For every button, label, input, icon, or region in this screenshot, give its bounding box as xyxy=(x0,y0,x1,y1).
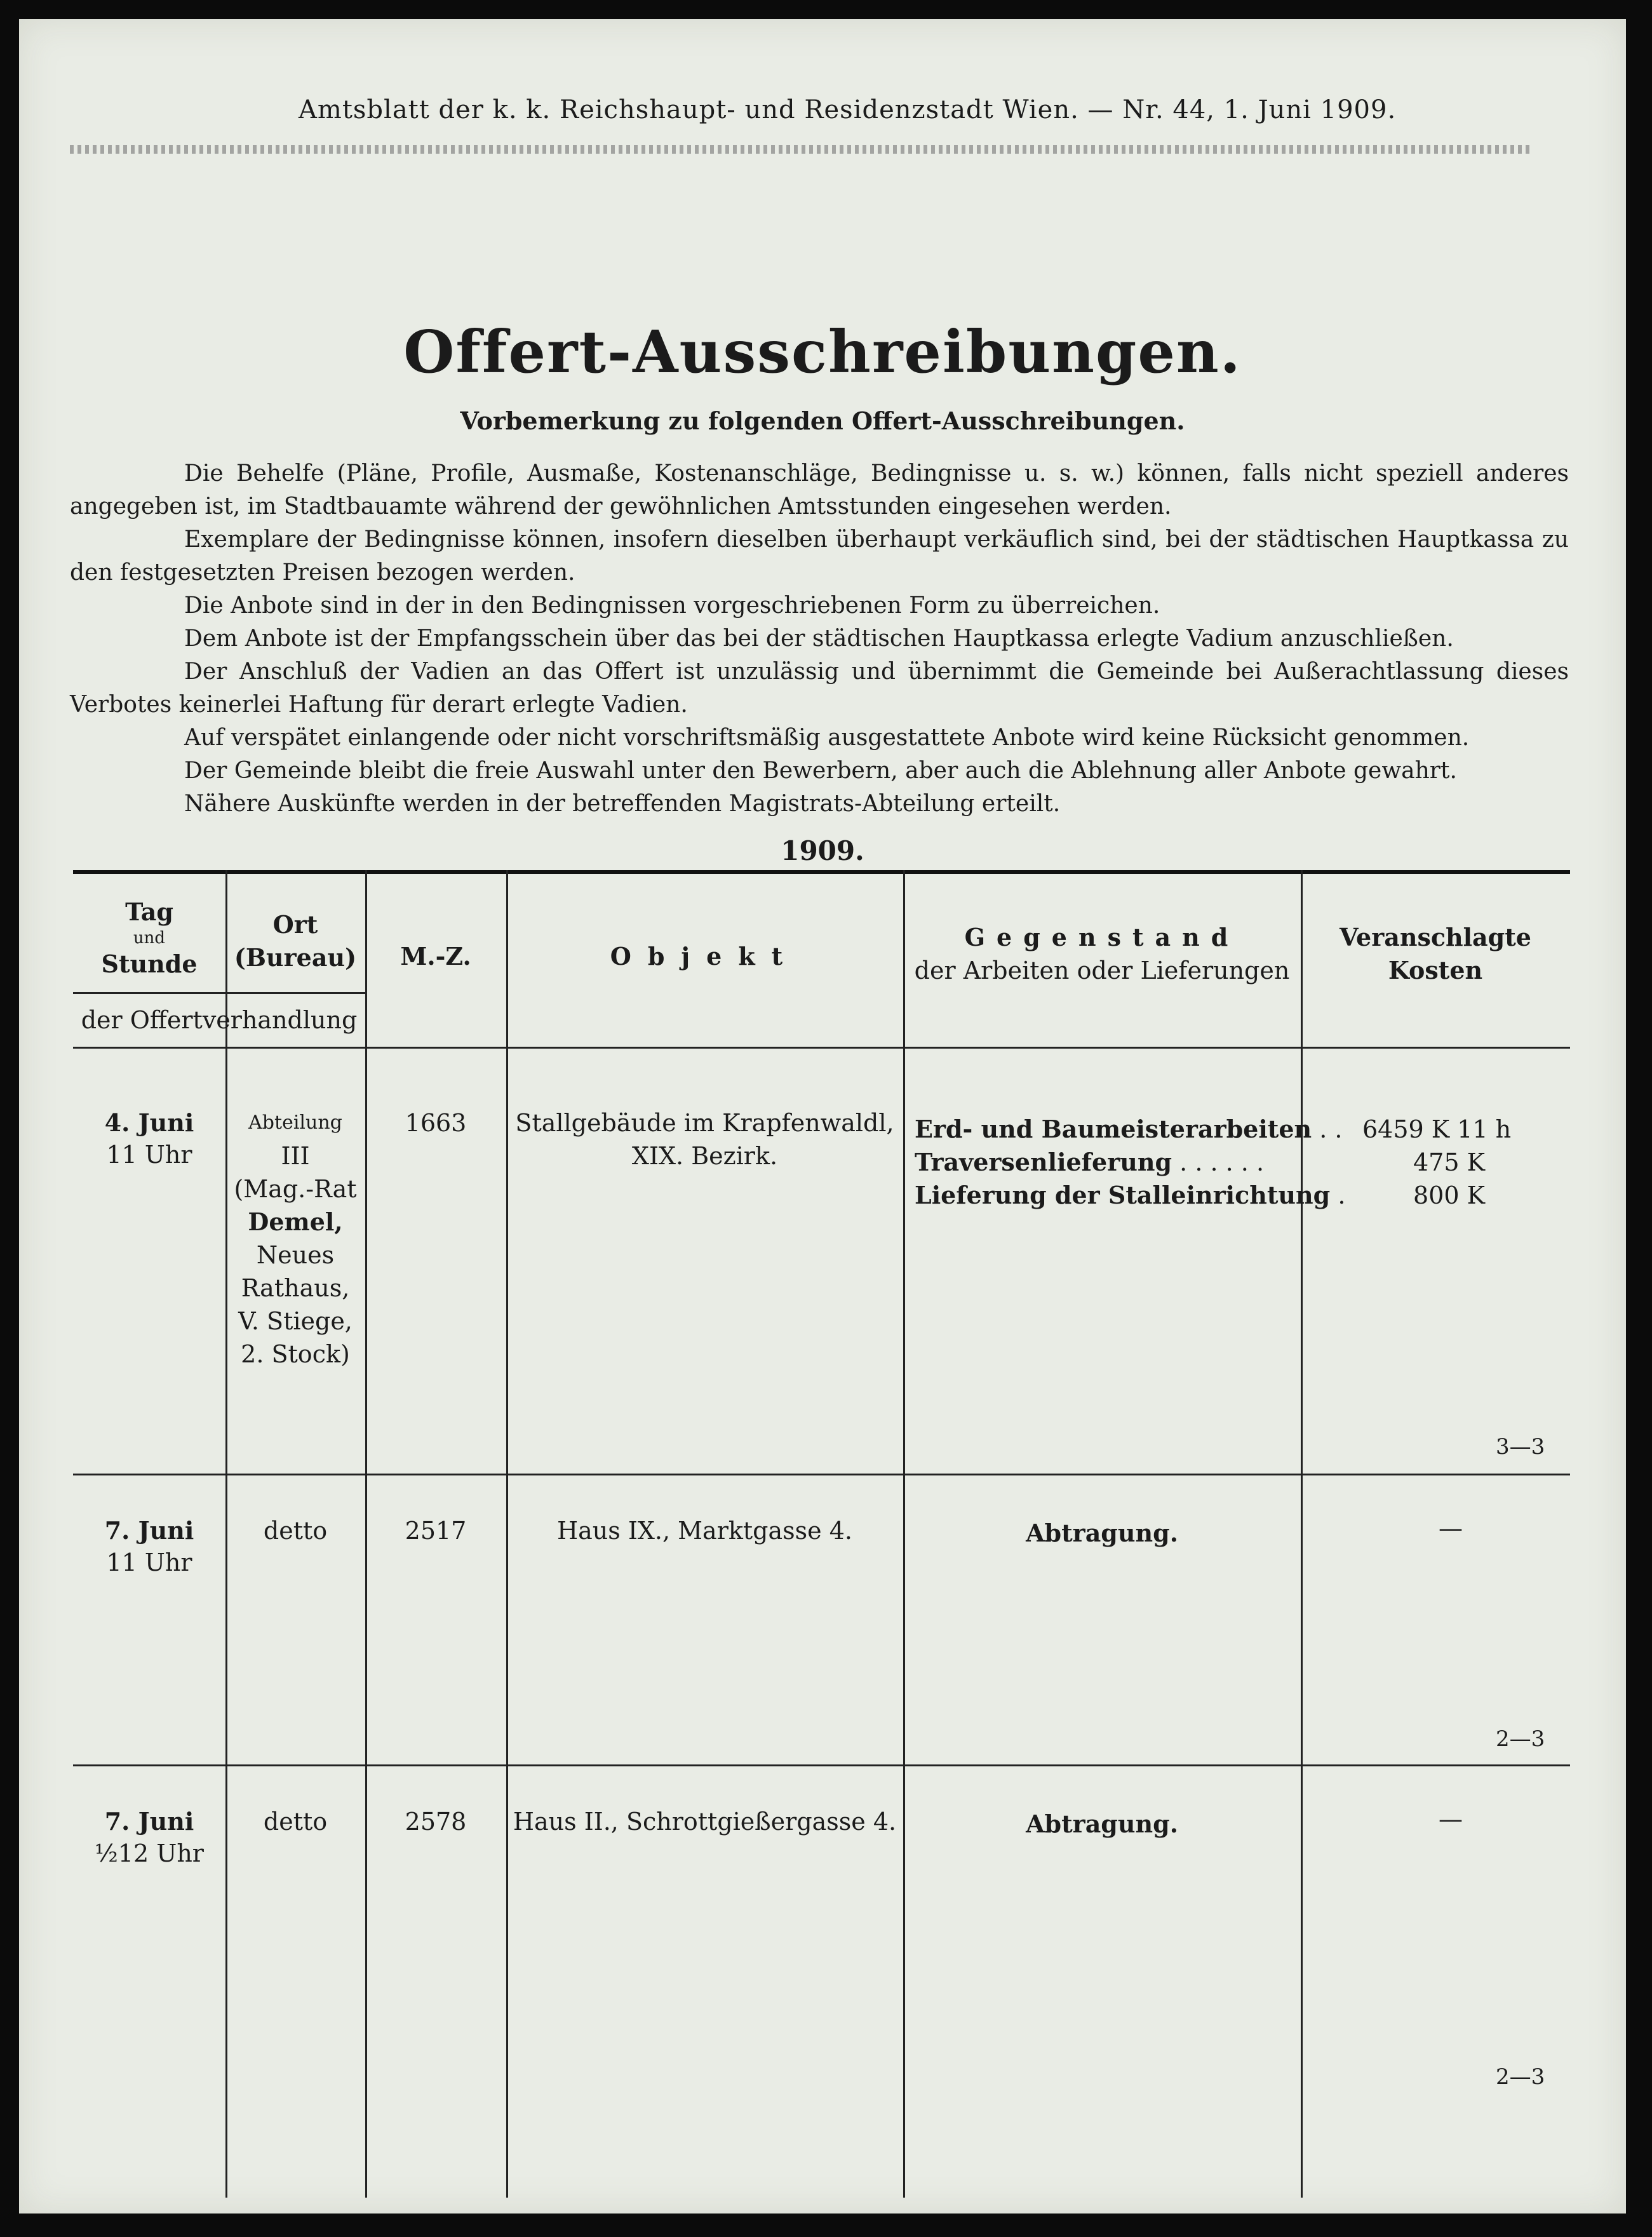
row-divider xyxy=(73,1764,1570,1766)
intro-paragraph: Der Gemeinde bleibt die freie Auswahl unter den Bewerbern, aber auch die Ablehnung aller Anbote gewahrt. xyxy=(184,758,1457,784)
row-2-gegenstand: Abtragung. xyxy=(1026,1519,1178,1547)
header-kosten xyxy=(1301,921,1570,987)
header-mz: M.-Z. xyxy=(400,942,471,971)
header-bureau-label: (Bureau) xyxy=(234,943,357,972)
row-2-time: 11 Uhr xyxy=(106,1548,192,1576)
row-1-gegenstand-item xyxy=(915,1179,1345,1212)
row-1-ort-line: III xyxy=(281,1142,310,1170)
row-3-objekt: Haus II., Schrottgießergasse 4. xyxy=(513,1808,897,1836)
header-kosten-label-2: Kosten xyxy=(1388,956,1483,984)
column-rule xyxy=(1301,870,1303,2198)
intro-paragraph: Der Anschluß der Vadien an das Offert ist unzulässig und übernimmt die Gemeinde bei Außerachtlassung dieses Verbotes keinerlei Haftung für derart erlegte Vadien. xyxy=(70,659,1569,718)
intro-paragraph: Exemplare der Bedingnisse können, insofern dieselben überhaupt verkäuflich sind, bei der städtischen Hauptkassa zu den festgesetzten Preisen bezogen werden. xyxy=(70,527,1569,586)
row-1-gegenstand-item xyxy=(915,1146,1264,1179)
row-3-mz: 2578 xyxy=(405,1808,467,1836)
header-tag-label: Tag xyxy=(125,897,173,926)
row-1-gegenstand-dots: . . . . . . xyxy=(1179,1148,1265,1176)
row-2-ort: detto xyxy=(263,1517,328,1545)
intro-text xyxy=(70,457,1569,821)
row-3-kosten: — xyxy=(1439,1805,1463,1833)
row-1-gegenstand-dots: . xyxy=(1338,1181,1346,1209)
row-3-date: 7. Juni xyxy=(104,1807,194,1836)
row-1-objekt-line: XIX. Bezirk. xyxy=(631,1142,778,1170)
intro-paragraph: Auf verspätet einlangende oder nicht vorschriftsmäßig ausgestattete Anbote wird keine Rücksicht genommen. xyxy=(184,725,1470,751)
row-1-mz: 1663 xyxy=(405,1109,467,1137)
offer-table xyxy=(73,870,1570,2198)
intro-paragraph: Die Behelfe (Pläne, Profile, Ausmaße, Kostenanschläge, Bedingnisse u. s. w.) können, falls nicht speziell anderes angegeben ist, im Stadtbauamte während der gewöhnlichen Amtsstunden eingesehen werden. xyxy=(70,460,1569,520)
subtitle: Vorbemerkung zu folgenden Offert-Ausschreibungen. xyxy=(460,406,1185,435)
intro-paragraph: Dem Anbote ist der Empfangsschein über das bei der städtischen Hauptkassa erlegte Vadium anzuschließen. xyxy=(184,626,1454,652)
row-1-objekt-line: Stallgebäude im Krapfenwaldl, xyxy=(515,1109,894,1137)
row-1-kosten: 6459 K 11 h xyxy=(1362,1115,1512,1143)
header-gegenstand-sub: der Arbeiten oder Lieferungen xyxy=(914,957,1290,984)
header-bottom-rule xyxy=(73,1047,1570,1049)
header-objekt: Objekt xyxy=(610,942,800,971)
row-1-ort-abteilung: Abteilung xyxy=(248,1112,342,1134)
header-rule xyxy=(70,145,1531,154)
row-1-ort-line: (Mag.-Rat xyxy=(234,1175,357,1203)
row-3-insertion-mark: 2—3 xyxy=(1496,2064,1545,2090)
row-1-kosten: 475 K xyxy=(1413,1148,1485,1176)
row-1-insertion-mark: 3—3 xyxy=(1496,1434,1545,1460)
row-3-time: ½12 Uhr xyxy=(95,1839,204,1867)
header-ort xyxy=(225,908,365,974)
row-1-ort-line: Demel, xyxy=(248,1207,343,1236)
row-1-date: 4. Juni xyxy=(104,1108,194,1137)
row-1-gegenstand-text: Erd- und Baumeisterarbeiten xyxy=(915,1115,1312,1143)
row-1-ort-line: 2. Stock) xyxy=(241,1340,350,1368)
row-2-mz: 2517 xyxy=(405,1517,467,1545)
page-title: Offert-Ausschreibungen. xyxy=(403,318,1242,386)
intro-paragraph: Die Anbote sind in der in den Bedingnissen vorgeschriebenen Form zu überreichen. xyxy=(184,593,1160,619)
row-1-time: 11 Uhr xyxy=(106,1141,192,1169)
row-2-date: 7. Juni xyxy=(104,1516,194,1545)
header-gegenstand xyxy=(903,921,1301,987)
row-1-gegenstand-text: Lieferung der Stalleinrichtung xyxy=(915,1181,1331,1209)
row-1-objekt xyxy=(506,1106,903,1172)
row-1-gegenstand-text: Traversenlieferung xyxy=(915,1148,1172,1176)
row-1-ort-line: Neues xyxy=(256,1241,335,1269)
row-2-insertion-mark: 2—3 xyxy=(1496,1726,1545,1752)
table-top-rule xyxy=(73,870,1570,874)
row-1-ort xyxy=(225,1106,365,1371)
newspaper-page xyxy=(19,19,1626,2213)
year-heading: 1909. xyxy=(781,835,864,866)
row-1-ort-line: V. Stiege, xyxy=(238,1307,353,1335)
row-2-kosten: — xyxy=(1439,1514,1463,1542)
row-divider xyxy=(73,1474,1570,1475)
header-und-label: und xyxy=(133,929,166,948)
header-gegenstand-label: Gegenstand xyxy=(964,923,1240,951)
header-stunde-label: Stunde xyxy=(101,950,198,978)
header-offertverhandlung: der Offertverhandlung xyxy=(81,1006,358,1034)
row-1-gegenstand-dots: . . xyxy=(1319,1115,1343,1143)
row-1-ort-line: Rathaus, xyxy=(241,1274,350,1302)
intro-paragraph: Nähere Auskünfte werden in der betreffenden Magistrats-Abteilung erteilt. xyxy=(184,791,1061,817)
row-2-objekt: Haus IX., Marktgasse 4. xyxy=(557,1517,852,1545)
header-ort-label: Ort xyxy=(272,910,318,939)
row-3-gegenstand: Abtragung. xyxy=(1026,1810,1178,1838)
row-1-kosten: 800 K xyxy=(1413,1181,1485,1209)
header-sub-rule xyxy=(73,992,365,994)
header-tag xyxy=(73,896,225,981)
header-kosten-label-1: Veranschlagte xyxy=(1340,923,1531,951)
running-header: Amtsblatt der k. k. Reichshaupt- und Residenzstadt Wien. — Nr. 44, 1. Juni 1909. xyxy=(299,95,1397,124)
row-3-ort: detto xyxy=(263,1808,328,1836)
row-1-gegenstand-item xyxy=(915,1113,1342,1146)
